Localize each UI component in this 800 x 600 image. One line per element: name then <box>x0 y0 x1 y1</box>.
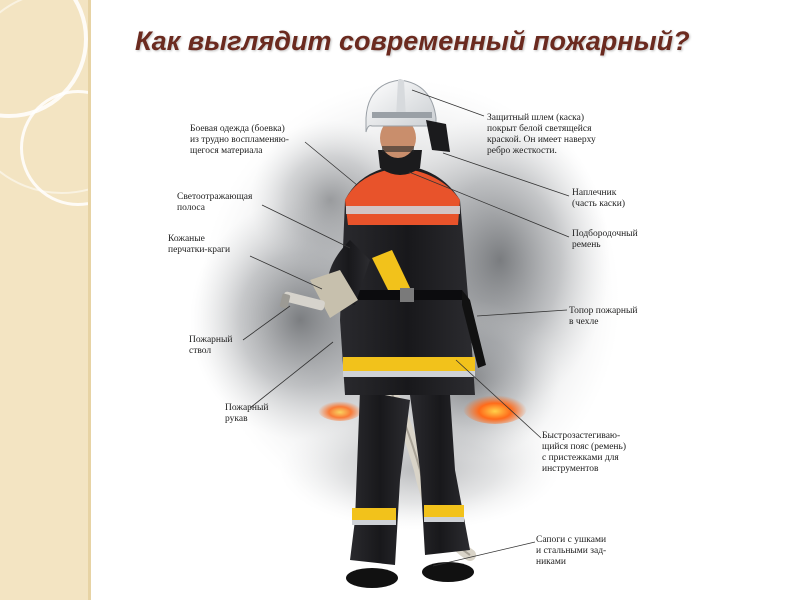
callout-clothing: Боевая одежда (боевка) из трудно воспламеняю- щегося материала <box>190 124 289 156</box>
callout-belt: Быстрозастегиваю- щийся пояс (ремень) с пристежками для инструментов <box>542 431 626 474</box>
callout-reflective-stripe: Светоотражающая полоса <box>177 192 253 213</box>
callout-boots: Сапоги с ушками и стальными зад- никами <box>536 535 607 567</box>
slide-title: Как выглядит современный пожарный? <box>135 26 690 56</box>
callout-neck-guard: Наплечник (часть каски) <box>572 188 626 209</box>
callout-hose: Пожарный рукав <box>225 403 269 424</box>
callout-gloves: Кожаные перчатки-краги <box>168 234 231 255</box>
callout-axe: Топор пожарный в чехле <box>569 306 638 327</box>
callout-chin-strap: Подбородочный ремень <box>572 229 638 250</box>
callout-helmet: Защитный шлем (каска) покрыт белой светящейся краской. Он имеет наверху ребро жесткости. <box>487 113 596 156</box>
callout-nozzle: Пожарный ствол <box>189 335 233 356</box>
